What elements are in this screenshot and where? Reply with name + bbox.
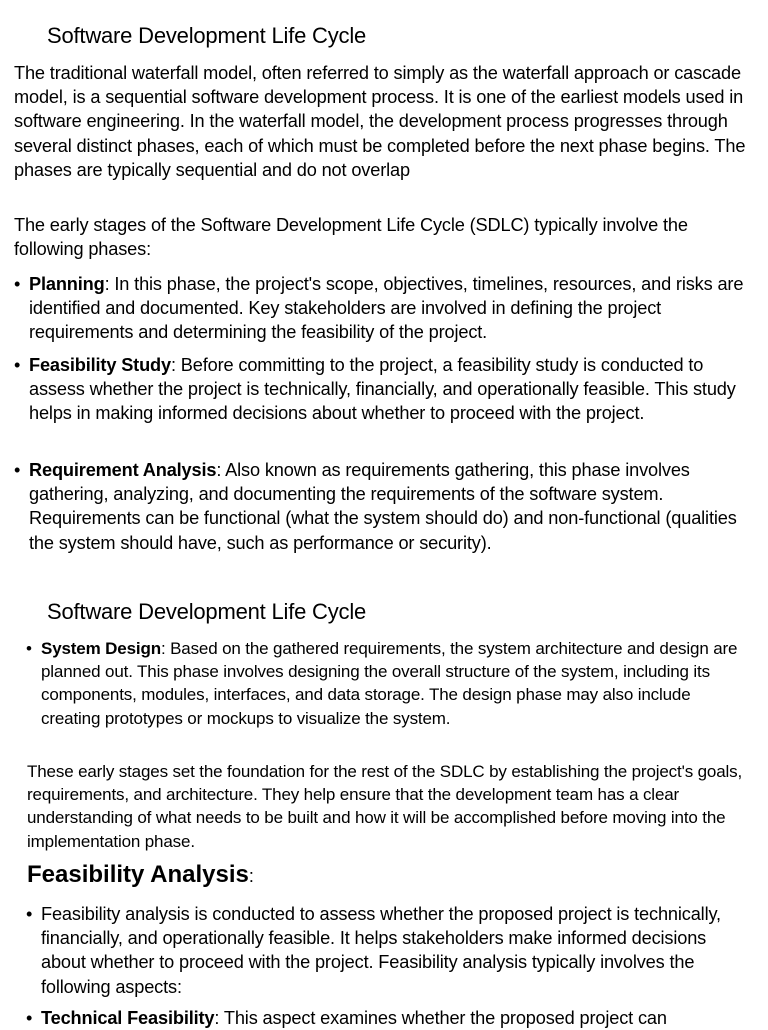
summary-paragraph: These early stages set the foundation for the rest of the SDLC by establishing the project's goals, requirements, and architecture. They help ensure that the development team has a clear understanding of what needs to be built and how it will be accomplished before moving into the implementation phase. <box>27 762 743 851</box>
slide-title: Software Development Life Cycle <box>47 599 367 624</box>
bullet-dot: • <box>14 355 21 375</box>
section-heading <box>27 860 254 891</box>
bullet-dot: • <box>14 274 21 294</box>
bullet-dot: • <box>14 460 21 480</box>
section-heading-text: Feasibility Analysis <box>27 861 249 888</box>
bullet-text: Feasibility analysis is conducted to assess whether the proposed project is technically, financially, and operationally feasible. It helps stakeholders make informed decisions about whether to proceed with the project. Feasibility analysis typically involves the following aspects: <box>41 904 721 997</box>
slide-title: Software Development Life Cycle <box>47 23 367 48</box>
bullet-text: : In this phase, the project's scope, objectives, timelines, resources, and risks are identified and documented. Key stakeholders are involved in defining the project requirements and determining the feasibility of the project. <box>29 274 744 343</box>
bullet-planning <box>14 272 761 345</box>
bullet-requirement-analysis <box>14 458 744 555</box>
bullet-term: Planning <box>29 274 105 294</box>
bullet-system-design <box>26 637 753 730</box>
bullet-feasibility-study <box>14 353 739 426</box>
bullet-text: : This aspect examines whether the proposed project can <box>214 1008 667 1028</box>
bullet-term: System Design <box>41 639 161 658</box>
bullet-term: Technical Feasibility <box>41 1008 215 1028</box>
bullet-term: Feasibility Study <box>29 355 171 375</box>
lead-in-paragraph: The early stages of the Software Development Life Cycle (SDLC) typically involve the following phases: <box>14 215 688 260</box>
bullet-dot: • <box>26 639 32 658</box>
bullet-feasibility-analysis <box>26 902 753 999</box>
bullet-text: : Before committing to the project, a feasibility study is conducted to assess whether the project is technically, financially, and operationally feasible. This study helps in making informed decisions about whether to proceed with the project. <box>29 355 736 424</box>
bullet-text: : Based on the gathered requirements, the system architecture and design are planned out. This phase involves designing the overall structure of the system, including its components, modules, interfaces, and data storage. The design phase may also include creating prototypes or mockups to visualize the system. <box>41 639 738 728</box>
bullet-technical-feasibility <box>26 1006 753 1030</box>
bullet-text: : Also known as requirements gathering, this phase involves gathering, analyzing, and documenting the requirements of the software system. Requirements can be functional (what the system should do) and non-functional (qualities the system should have, such as performance or security). <box>29 460 737 553</box>
bullet-term: Requirement Analysis <box>29 460 217 480</box>
intro-paragraph: The traditional waterfall model, often referred to simply as the waterfall approach or cascade model, is a sequential software development process. It is one of the earliest models used in software engineering. In the waterfall model, the development process progresses through several distinct phases, each of which must be completed before the next phase begins. The phases are typically sequential and do not overlap <box>14 63 746 180</box>
bullet-dot: • <box>26 904 33 924</box>
bullet-dot: • <box>26 1008 33 1028</box>
section-heading-colon: : <box>248 866 254 886</box>
